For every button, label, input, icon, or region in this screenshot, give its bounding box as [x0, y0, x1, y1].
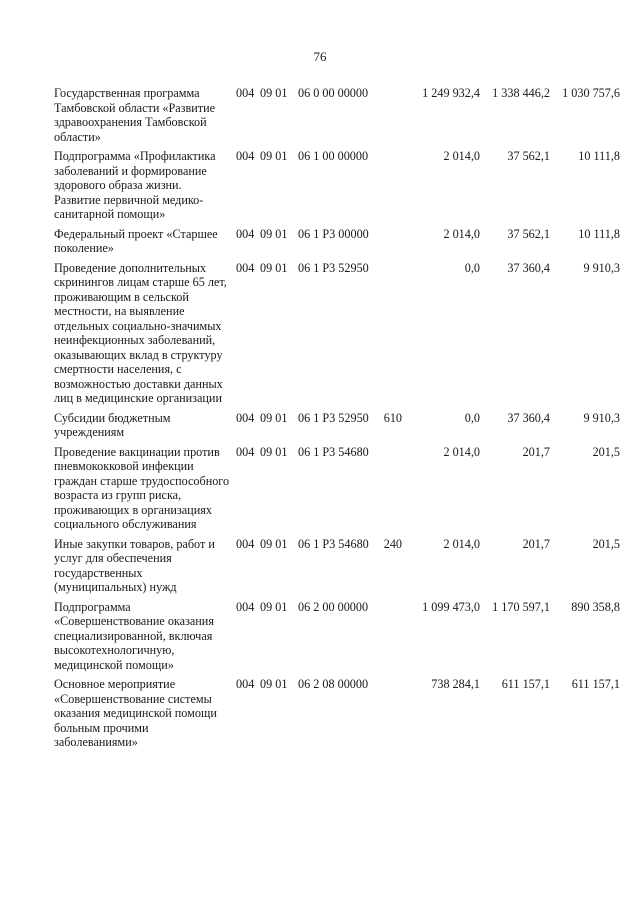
row-name: Федеральный проект «Старшее поколение» [54, 226, 218, 255]
ministry-code: 004 [236, 226, 255, 241]
row-name: Государственная программа Тамбовской области «Развитие здравоохранения Тамбовской области» [54, 86, 216, 144]
target-article-code: 06 1 Р3 54680 [298, 536, 369, 551]
amount-year-2: 201,7 [522, 444, 550, 459]
table-row [54, 149, 620, 227]
target-article-code: 06 0 00 00000 [298, 86, 369, 100]
target-article-code: 06 1 Р3 52950 [298, 410, 369, 425]
amount-year-2: 37 360,4 [507, 260, 550, 275]
target-article-code: 06 1 00 00000 [298, 149, 369, 163]
section-code: 09 01 [260, 677, 288, 691]
amount-year-2: 611 157,1 [501, 677, 550, 691]
amount-year-1: 2 014,0 [443, 149, 480, 163]
amount-year-2: 201,7 [522, 536, 550, 551]
amount-year-3: 611 157,1 [571, 677, 620, 691]
section-code: 09 01 [260, 86, 288, 100]
amount-year-2: 37 360,4 [507, 410, 550, 425]
row-name: Иные закупки товаров, работ и услуг для обеспечения государственных (муниципальных) нужд [54, 536, 215, 594]
budget-table-body [54, 86, 620, 755]
expense-type-code [380, 677, 404, 755]
row-name: Основное мероприятие «Совершенствование системы оказания медицинской помощи больным прочими заболеваниями» [54, 677, 217, 749]
target-article-code: 06 1 Р3 54680 [298, 444, 369, 459]
table-row [54, 227, 620, 261]
section-code: 09 01 [260, 599, 288, 614]
ministry-code: 004 [236, 444, 255, 459]
target-article-code: 06 1 Р3 52950 [298, 260, 369, 275]
ministry-code: 004 [236, 260, 255, 275]
expense-type-code [380, 261, 404, 411]
ministry-code: 004 [236, 86, 255, 100]
amount-year-1: 1 099 473,0 [422, 599, 480, 614]
amount-year-1: 2 014,0 [443, 226, 480, 241]
expense-type-code [380, 227, 404, 261]
expense-type-code: 240 [383, 536, 402, 551]
amount-year-3: 9 910,3 [583, 260, 620, 275]
ministry-code: 004 [236, 599, 255, 614]
ministry-code: 004 [236, 410, 255, 425]
table-row [54, 677, 620, 755]
section-code: 09 01 [260, 260, 288, 275]
section-code: 09 01 [260, 444, 288, 459]
amount-year-1: 2 014,0 [443, 536, 480, 551]
expense-type-code [380, 445, 404, 537]
table-row [54, 261, 620, 411]
row-name: Проведение вакцинации против пневмококковой инфекции граждан старше трудоспособного возраста из групп риска, проживающих в организациях социального обслуживания [54, 444, 230, 531]
amount-year-1: 1 249 932,4 [422, 86, 480, 100]
target-article-code: 06 2 00 00000 [298, 599, 369, 614]
target-article-code: 06 1 Р3 00000 [298, 226, 369, 241]
target-article-code: 06 2 08 00000 [298, 677, 369, 691]
amount-year-3: 9 910,3 [583, 410, 620, 425]
amount-year-3: 10 111,8 [578, 149, 620, 163]
amount-year-1: 0,0 [464, 410, 480, 425]
row-name: Субсидии бюджетным учреждениям [54, 410, 171, 439]
amount-year-1: 2 014,0 [443, 444, 480, 459]
ministry-code: 004 [236, 149, 255, 163]
table-row [54, 600, 620, 678]
expense-type-code [380, 149, 404, 227]
amount-year-2: 1 338 446,2 [492, 86, 550, 100]
table-row [54, 445, 620, 537]
expense-type-code: 610 [383, 410, 402, 425]
expense-type-code [380, 600, 404, 678]
section-code: 09 01 [260, 536, 288, 551]
page-number: 76 [313, 49, 327, 64]
amount-year-3: 201,5 [592, 536, 620, 551]
ministry-code: 004 [236, 536, 255, 551]
row-name: Подпрограмма «Профилактика заболеваний и формирование здорового образа жизни. Развитие первичной медико-санитарной помощи» [54, 149, 216, 221]
amount-year-1: 738 284,1 [431, 677, 480, 691]
amount-year-2: 1 170 597,1 [492, 599, 550, 614]
amount-year-2: 37 562,1 [507, 149, 550, 163]
amount-year-1: 0,0 [464, 260, 480, 275]
section-code: 09 01 [260, 149, 288, 163]
ministry-code: 004 [236, 677, 255, 691]
expense-type-code [380, 86, 404, 149]
table-row [54, 86, 620, 149]
budget-table [54, 86, 620, 755]
amount-year-3: 890 358,8 [571, 599, 620, 614]
table-row [54, 537, 620, 600]
amount-year-3: 10 111,8 [578, 226, 620, 241]
table-row [54, 411, 620, 445]
section-code: 09 01 [260, 226, 288, 241]
amount-year-3: 201,5 [592, 444, 620, 459]
amount-year-2: 37 562,1 [507, 226, 550, 241]
amount-year-3: 1 030 757,6 [562, 86, 620, 100]
section-code: 09 01 [260, 410, 288, 425]
row-name: Проведение дополнительных скринингов лицам старше 65 лет, проживающим в сельской местности, на выявление отдельных социально-значимых неинфекционных заболеваний, оказывающих вклад в структуру смертности населения, с возможностью доставки данных лиц в медицинские организации [54, 260, 227, 405]
row-name: Подпрограмма «Совершенствование оказания специализированной, включая высокотехнологичную, медицинской помощи» [54, 599, 214, 672]
